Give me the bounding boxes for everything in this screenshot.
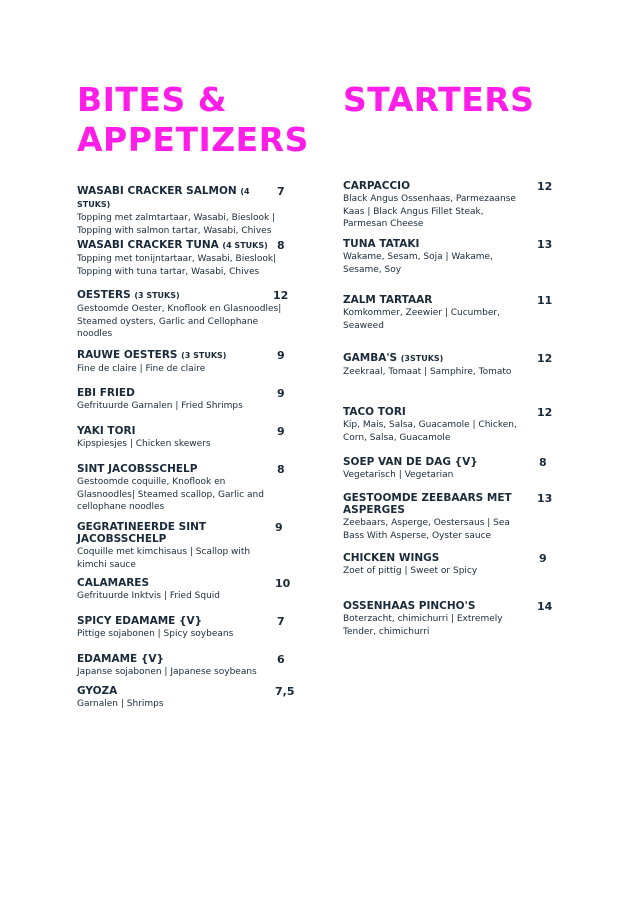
menu-item-price: 6 [277,653,285,666]
menu-item-description: Vegetarisch | Vegetarian [343,470,454,480]
menu-item [343,492,551,542]
menu-item-description: Coquille met kimchisaus | Scallop with kimchi sauce [77,547,251,570]
item-name-text: YAKI TORI [77,425,136,437]
menu-item-name [77,349,282,362]
menu-item-description: Garnalen | Shrimps [77,699,164,709]
menu-item-description: Wakame, Sesam, Soja | Wakame, Sesame, Soy [343,252,493,275]
menu-item-name [343,552,523,564]
menu-item-description: Komkommer, Zeewier | Cucumber, Seaweed [343,308,500,331]
menu-item-description: Topping met zalmtartaar, Wasabi, Bieslook | Topping with salmon tartar, Wasabi, Chives [77,213,276,236]
menu-item-name [343,600,523,612]
menu-item-description: Gestoomde coquille, Knoflook en Glasnoodles| Steamed scallop, Garlic and cellophane noodles [77,477,264,512]
item-name-text: SPICY EDAMAME {V} [77,615,203,627]
menu-item-price: 12 [537,180,553,193]
menu-item [77,185,295,237]
item-quantity: (3 STUKS) [134,291,180,300]
menu-item-description: Pittige sojabonen | Spicy soybeans [77,629,234,639]
menu-item [77,349,295,376]
menu-item-name [77,239,282,252]
menu-item-price: 12 [273,289,289,302]
menu-item [77,615,295,641]
menu-item [343,406,551,444]
menu-item-name [77,577,282,589]
bites-heading [77,80,309,160]
menu-item-name [77,425,282,437]
item-name-text: TUNA TATAKI [343,238,420,250]
item-name-text: SINT JACOBSSCHELP [77,463,198,475]
menu-item [343,238,551,276]
menu-item-name [77,185,282,211]
menu-item-description: Gefrituurde Garnalen | Fried Shrimps [77,401,243,411]
menu-item [343,180,551,231]
menu-item [77,289,295,341]
item-name-text: CARPACCIO [343,180,411,192]
menu-item [343,600,551,638]
menu-item-price: 8 [539,456,547,469]
menu-item-description: Topping met tonijntartaar, Wasabi, Bieslook| Topping with tuna tartar, Wasabi, Chives [77,254,277,277]
item-name-text: EBI FRIED [77,387,135,399]
menu-item-name [343,238,523,250]
menu-item-description: Kip, Mais, Salsa, Guacamole | Chicken, Corn, Salsa, Guacamole [343,420,517,443]
menu-item-description: Gefrituurde Inktvis | Fried Squid [77,591,221,601]
menu-item-price: 7,5 [275,685,295,698]
menu-item-price: 12 [537,406,553,419]
menu-item [343,294,551,332]
item-name-text: WASABI CRACKER SALMON [77,185,237,197]
menu-item-description: Japanse sojabonen | Japanese soybeans [77,667,257,677]
menu-item-price: 9 [275,521,283,534]
menu-item-price: 9 [277,387,285,400]
menu-item-name [77,289,282,302]
menu-item-price: 7 [277,615,285,628]
menu-item-description: Zeekraal, Tomaat | Samphire, Tomato [343,367,512,377]
menu-item-description: Black Angus Ossenhaas, Parmezaanse Kaas | Black Angus Fillet Steak, Parmesan Cheese [343,194,516,229]
item-name-text: ZALM TARTAAR [343,294,433,306]
menu-item-name [343,492,523,516]
item-name-text: GAMBA'S [343,352,398,364]
menu-item-description: Gestoomde Oester, Knoflook en Glasnoodles| Steamed oysters, Garlic and Cellophane noodles [77,304,282,339]
item-name-text: SOEP VAN DE DAG {V} [343,456,478,468]
menu-item-price: 8 [277,239,285,252]
menu-item-price: 13 [537,492,553,505]
menu-item-description: Kipspiesjes | Chicken skewers [77,439,211,449]
item-name-text: GESTOOMDE ZEEBAARS MET ASPERGES [343,492,512,516]
menu-item-name [77,615,282,627]
menu-item-name [77,521,282,545]
menu-item-description: Zeebaars, Asperge, Oestersaus | Sea Bass With Asperse, Oyster sauce [343,518,510,541]
menu-item [77,239,295,278]
menu-item-name [77,685,282,697]
menu-item-price: 13 [537,238,553,251]
item-quantity: (3 STUKS) [181,351,227,360]
item-name-text: CHICKEN WINGS [343,552,440,564]
item-name-text: OESTERS [77,289,131,301]
menu-item-name [77,387,282,399]
menu-item [77,425,295,451]
menu-item-description: Zoet of pittig | Sweet or Spicy [343,566,478,576]
menu-item [77,463,295,514]
item-name-text: RAUWE OESTERS [77,349,178,361]
menu-item-name [343,352,523,365]
item-name-text: GYOZA [77,685,118,697]
menu-item-description: Fine de claire | Fine de claire [77,364,206,374]
menu-item-description: Boterzacht, chimichurri | Extremely Tender, chimichurri [343,614,503,637]
menu-item-name [343,294,523,306]
menu-item [77,387,295,413]
item-quantity: (4 STUKS) [77,187,250,209]
item-quantity: (3STUKS) [400,354,444,363]
menu-item [343,552,551,578]
item-name-text: GEGRATINEERDE SINT JACOBSSCHELP [77,521,207,545]
bites-heading-line1: BITES & [77,80,228,119]
menu-item [343,456,551,482]
menu-item-price: 9 [277,425,285,438]
bites-heading-line2: APPETIZERS [77,120,309,159]
menu-item [343,352,551,379]
menu-item-name [77,653,282,665]
menu-item-name [343,406,523,418]
menu-item-price: 10 [275,577,291,590]
menu-item-name [77,463,282,475]
menu-item-price: 12 [537,352,553,365]
menu-item-price: 14 [537,600,553,613]
item-name-text: WASABI CRACKER TUNA [77,239,219,251]
item-quantity: (4 STUKS) [222,241,268,250]
item-name-text: EDAMAME {V} [77,653,164,665]
menu-item-price: 9 [277,349,285,362]
menu-item-price: 11 [537,294,553,307]
menu-item-price: 9 [539,552,547,565]
menu-item [77,653,295,679]
menu-item [77,577,295,603]
menu-item-price: 7 [277,185,285,198]
menu-item [77,521,295,571]
menu-item [77,685,295,711]
item-name-text: OSSENHAAS PINCHO'S [343,600,476,612]
menu-item-price: 8 [277,463,285,476]
item-name-text: CALAMARES [77,577,150,589]
item-name-text: TACO TORI [343,406,406,418]
menu-item-name [343,180,523,192]
menu-item-name [343,456,523,468]
starters-heading: STARTERS [343,80,535,119]
